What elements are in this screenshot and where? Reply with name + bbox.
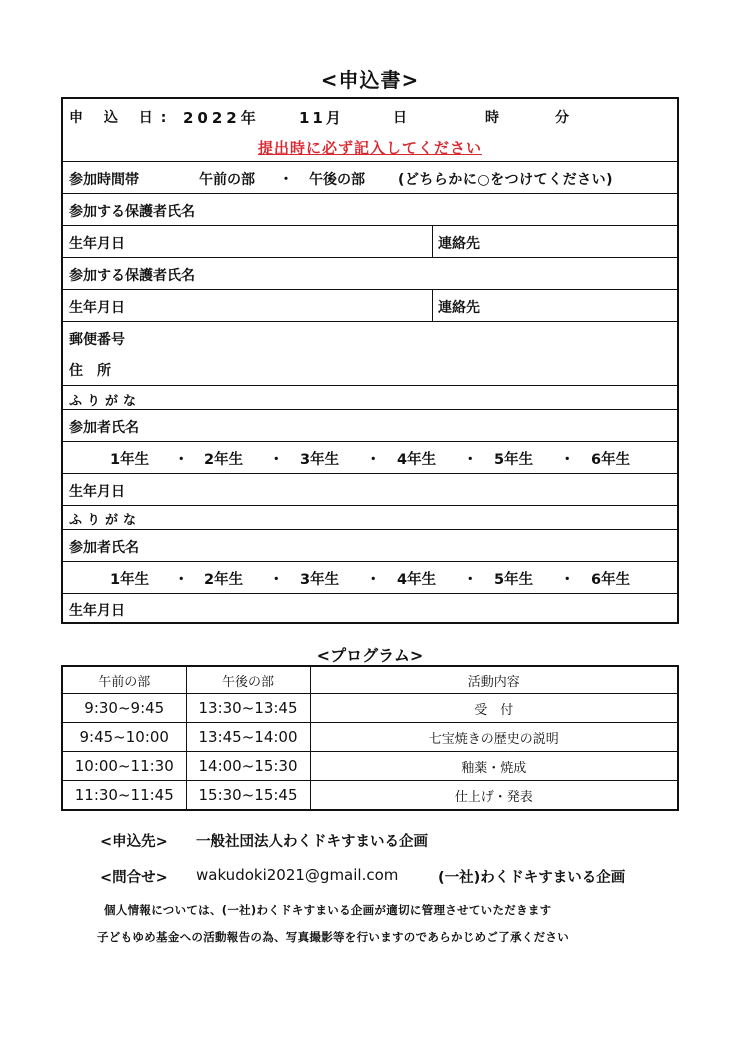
divider (63, 225, 677, 226)
divider (63, 321, 677, 322)
grade-option[interactable]: 1年生 (110, 452, 150, 468)
program-table (61, 665, 679, 811)
apply-to-value: 一般社団法人わくドキすまいる企画 (196, 834, 428, 850)
morning-time: 10:00~11:30 (62, 752, 186, 781)
guardian-contact-label: 連絡先 (438, 236, 480, 252)
divider (63, 385, 677, 386)
grade-option[interactable]: 6年生 (591, 572, 631, 588)
grade-option[interactable]: 4年生 (397, 572, 437, 588)
column-header: 午前の部 (62, 666, 186, 694)
time-slot-instruction: (どちらかに○をつけてください) (398, 172, 614, 188)
guardian-birth-label: 生年月日 (69, 236, 125, 252)
grade-separator: ・ (269, 572, 284, 588)
morning-option[interactable]: 午前の部 (199, 172, 255, 188)
address-label: 住 所 (69, 363, 111, 379)
time-slot-label: 参加時間帯 (69, 172, 139, 188)
furigana-label: ふりがな (69, 513, 142, 528)
divider (63, 505, 677, 506)
furigana-label: ふりがな (69, 394, 142, 409)
grade-separator: ・ (560, 572, 575, 588)
divider (63, 193, 677, 194)
table-row (62, 752, 678, 781)
grade-option[interactable]: 4年生 (397, 452, 437, 468)
required-notice: 提出時に必ず記入してください (257, 139, 482, 157)
grade-separator: ・ (269, 452, 284, 468)
divider (63, 561, 677, 562)
afternoon-time: 15:30~15:45 (186, 781, 310, 811)
apply-hour[interactable]: 時 (485, 110, 499, 126)
participant-birth-label: 生年月日 (69, 484, 125, 500)
grade-option[interactable]: 3年生 (300, 572, 340, 588)
guardian-birth-label: 生年月日 (69, 300, 125, 316)
divider (63, 257, 677, 258)
grade-separator: ・ (560, 452, 575, 468)
inquiry-email[interactable]: wakudoki2021@gmail.com (196, 866, 399, 884)
morning-time: 9:45~10:00 (62, 723, 186, 752)
divider (63, 593, 677, 594)
activity: 釉薬・焼成 (310, 752, 678, 781)
table-header-row (62, 666, 678, 694)
grade-separator: ・ (366, 572, 381, 588)
divider (432, 225, 433, 257)
grade-option[interactable]: 1年生 (110, 572, 150, 588)
column-header: 午後の部 (186, 666, 310, 694)
apply-year[interactable]: 2022年 (183, 109, 260, 127)
guardian-contact-label: 連絡先 (438, 300, 480, 316)
page-title: <申込書> (320, 68, 420, 92)
apply-date-label: 申 込 日: (69, 110, 175, 126)
afternoon-time: 14:00~15:30 (186, 752, 310, 781)
grade-option[interactable]: 2年生 (204, 572, 244, 588)
inquiry-label: <問合せ> (100, 870, 168, 886)
grade-option[interactable]: 5年生 (494, 572, 534, 588)
apply-minute[interactable]: 分 (555, 110, 569, 126)
grade-separator: ・ (174, 572, 189, 588)
privacy-note: 個人情報については、(一社)わくドキすまいる企画が適切に管理させていただきます (104, 903, 552, 917)
activity: 仕上げ・発表 (310, 781, 678, 811)
divider (432, 289, 433, 321)
morning-time: 9:30~9:45 (62, 694, 186, 723)
divider (63, 161, 677, 162)
option-separator: ・ (279, 172, 293, 188)
apply-day[interactable]: 日 (393, 110, 407, 126)
afternoon-time: 13:45~14:00 (186, 723, 310, 752)
program-title: <プログラム> (316, 646, 424, 665)
column-header: 活動内容 (310, 666, 678, 694)
grade-separator: ・ (463, 452, 478, 468)
guardian-name-label: 参加する保護者氏名 (69, 204, 195, 220)
apply-to-label: <申込先> (100, 834, 168, 850)
grade-separator: ・ (366, 452, 381, 468)
divider (63, 409, 677, 410)
morning-time: 11:30~11:45 (62, 781, 186, 811)
afternoon-time: 13:30~13:45 (186, 694, 310, 723)
participant-birth-label: 生年月日 (69, 603, 125, 619)
participant-name-label: 参加者氏名 (69, 540, 139, 556)
grade-option[interactable]: 6年生 (591, 452, 631, 468)
application-form (61, 97, 679, 624)
table-row (62, 781, 678, 811)
activity: 受 付 (310, 694, 678, 723)
guardian-name-label: 参加する保護者氏名 (69, 268, 195, 284)
divider (63, 529, 677, 530)
grade-separator: ・ (463, 572, 478, 588)
inquiry-org: (一社)わくドキすまいる企画 (438, 870, 626, 886)
photo-note: 子どもゆめ基金への活動報告の為、写真撮影等を行いますのであらかじめご了承ください (97, 930, 569, 944)
participant-name-label: 参加者氏名 (69, 420, 139, 436)
activity: 七宝焼きの歴史の説明 (310, 723, 678, 752)
table-row (62, 694, 678, 723)
table-row (62, 723, 678, 752)
postal-code-label: 郵便番号 (69, 332, 125, 348)
divider (63, 473, 677, 474)
grade-option[interactable]: 3年生 (300, 452, 340, 468)
grade-option[interactable]: 2年生 (204, 452, 244, 468)
apply-month[interactable]: 11月 (299, 109, 344, 127)
afternoon-option[interactable]: 午後の部 (309, 172, 365, 188)
grade-separator: ・ (174, 452, 189, 468)
divider (63, 441, 677, 442)
grade-option[interactable]: 5年生 (494, 452, 534, 468)
divider (63, 289, 677, 290)
